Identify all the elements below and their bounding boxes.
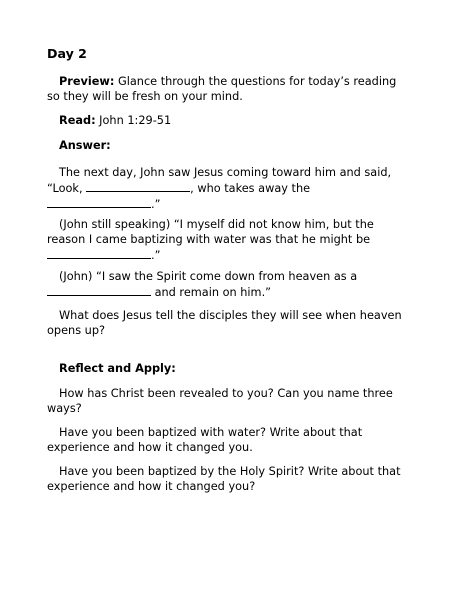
question-3: (John) “I saw the Spirit come down from heaven as a and remain on him.” [47, 269, 409, 300]
day-title: Day 2 [47, 46, 87, 61]
answer-label: Answer: [59, 139, 111, 152]
question-4: What does Jesus tell the disciples they will see when heaven opens up? [47, 309, 402, 337]
read-paragraph [47, 113, 409, 128]
reflect-question-1: How has Christ been revealed to you? Can you name three ways? [47, 387, 393, 415]
question-2: (John still speaking) “I myself did not know him, but the reason I came baptizing with water was that he might be .” [47, 218, 374, 262]
answer-blank[interactable] [47, 284, 151, 296]
answer-blank[interactable] [47, 196, 151, 208]
answer-blank[interactable] [86, 180, 190, 192]
preview-label: Preview: [59, 75, 115, 88]
preview-paragraph [47, 74, 409, 104]
answer-blank[interactable] [47, 247, 151, 259]
reflect-label: Reflect and Apply: [59, 362, 176, 375]
read-label: Read: [59, 114, 96, 127]
reflect-question-3: Have you been baptized by the Holy Spirit? Write about that experience and how it changed you? [47, 465, 401, 493]
read-text: John 1:29-51 [95, 114, 172, 127]
reflect-question-2: Have you been baptized with water? Write about that experience and how it changed you. [47, 426, 363, 454]
question-1: The next day, John saw Jesus coming toward him and said, “Look, , who takes away the .” [47, 166, 392, 211]
preview-text: Glance through the questions for today’s reading so they will be fresh on your mind. [47, 75, 397, 103]
